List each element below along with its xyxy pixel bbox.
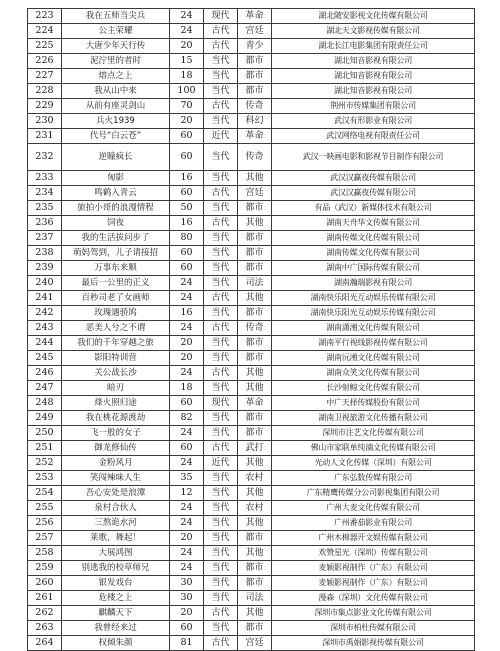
production-company-cell: 湖南卫视旅游文化传播有限公司 <box>272 411 475 426</box>
genre-cell: 都市 <box>238 261 272 276</box>
era-cell: 当代 <box>204 231 238 246</box>
production-company-cell: 湖南平行视线影视传媒有限公司 <box>272 336 475 351</box>
drama-title-cell: 逆瞳疯长 <box>62 144 170 171</box>
table-row <box>28 9 475 24</box>
production-company-cell: 深圳市禹娟影视传媒有限公司 <box>272 636 475 651</box>
row-number-cell: 246 <box>28 366 62 381</box>
row-number-cell: 258 <box>28 546 62 561</box>
drama-title-cell: 御龙修仙传 <box>62 441 170 456</box>
genre-cell: 都市 <box>238 531 272 546</box>
genre-cell: 都市 <box>238 246 272 261</box>
row-number-cell: 252 <box>28 456 62 471</box>
production-company-cell: 漫森（深圳）文化传媒有限公司 <box>272 591 475 606</box>
drama-title-cell: 笑闯辣味人生 <box>62 471 170 486</box>
production-company-cell: 麦颖影视制作（广东）有限公司 <box>272 576 475 591</box>
drama-title-cell: 百秒司老了女画师 <box>62 291 170 306</box>
genre-cell: 宫廷 <box>238 24 272 39</box>
row-number-cell: 240 <box>28 276 62 291</box>
table-row <box>28 561 475 576</box>
drama-title-cell: 最后一公里的正义 <box>62 276 170 291</box>
era-cell: 当代 <box>204 381 238 396</box>
era-cell: 古代 <box>204 24 238 39</box>
genre-cell: 科幻 <box>238 114 272 129</box>
drama-title-cell: 代号“白云苍” <box>62 129 170 144</box>
row-number-cell: 230 <box>28 114 62 129</box>
genre-cell: 宫廷 <box>238 636 272 651</box>
drama-title-cell: 我的生活拔问步了 <box>62 231 170 246</box>
genre-cell: 其他 <box>238 381 272 396</box>
row-number-cell: 261 <box>28 591 62 606</box>
episode-count-cell: 70 <box>170 99 204 114</box>
table-row <box>28 291 475 306</box>
row-number-cell: 247 <box>28 381 62 396</box>
genre-cell: 都市 <box>238 201 272 216</box>
row-number-cell: 224 <box>28 24 62 39</box>
production-company-cell: 武汉有形影业有限公司 <box>272 114 475 129</box>
episode-count-cell: 18 <box>170 381 204 396</box>
production-company-cell: 光动人文化传媒（深圳）有限公司 <box>272 456 475 471</box>
row-number-cell: 229 <box>28 99 62 114</box>
drama-title-cell: 暗刃 <box>62 381 170 396</box>
drama-title-cell: 泉村合伙人 <box>62 501 170 516</box>
era-cell: 当代 <box>204 246 238 261</box>
production-company-cell: 武汉汉赢夜传媒有限公司 <box>272 171 475 186</box>
drama-title-cell: 匈影 <box>62 171 170 186</box>
episode-count-cell: 16 <box>170 306 204 321</box>
era-cell: 当代 <box>204 561 238 576</box>
row-number-cell: 231 <box>28 129 62 144</box>
production-company-cell: 广东精鹰传媒分公司影视集团有限公司 <box>272 486 475 501</box>
genre-cell: 都市 <box>238 69 272 84</box>
episode-count-cell: 50 <box>170 201 204 216</box>
era-cell: 当代 <box>204 114 238 129</box>
era-cell: 当代 <box>204 471 238 486</box>
genre-cell: 司法 <box>238 591 272 606</box>
era-cell: 古代 <box>204 39 238 54</box>
era-cell: 现代 <box>204 396 238 411</box>
genre-cell: 其他 <box>238 171 272 186</box>
drama-title-cell: 我曾经来过 <box>62 621 170 636</box>
production-company-cell: 深圳市柏杜传媒有限公司 <box>272 621 475 636</box>
table-row <box>28 411 475 426</box>
genre-cell: 都市 <box>238 336 272 351</box>
table-row <box>28 321 475 336</box>
episode-count-cell: 60 <box>170 621 204 636</box>
era-cell: 当代 <box>204 261 238 276</box>
era-cell: 当代 <box>204 144 238 171</box>
production-company-cell: 深圳市集点影业文化传媒有限公司 <box>272 606 475 621</box>
episode-count-cell: 20 <box>170 531 204 546</box>
episode-count-cell: 20 <box>170 39 204 54</box>
episode-count-cell: 20 <box>170 351 204 366</box>
genre-cell: 都市 <box>238 231 272 246</box>
production-company-cell: 湖南中广国际传媒有限公司 <box>272 261 475 276</box>
drama-title-cell: 金粉风月 <box>62 456 170 471</box>
genre-cell: 武打 <box>238 441 272 456</box>
era-cell: 当代 <box>204 516 238 531</box>
genre-cell: 都市 <box>238 306 272 321</box>
episode-count-cell: 24 <box>170 546 204 561</box>
drama-title-cell: 莱歌，舞起！ <box>62 531 170 546</box>
row-number-cell: 245 <box>28 351 62 366</box>
drama-title-cell: 飞一般的女子 <box>62 426 170 441</box>
episode-count-cell: 24 <box>170 366 204 381</box>
era-cell: 当代 <box>204 306 238 321</box>
production-company-cell: 麦颖影视制作（广东）有限公司 <box>272 561 475 576</box>
row-number-cell: 256 <box>28 516 62 531</box>
production-company-cell: 武汉一映画电影和影视节目制作有限公司 <box>272 144 475 171</box>
table-row <box>28 24 475 39</box>
table-row <box>28 216 475 231</box>
table-row <box>28 606 475 621</box>
production-company-cell: 湖北知音影视有限公司 <box>272 69 475 84</box>
episode-count-cell: 24 <box>170 291 204 306</box>
episode-count-cell: 24 <box>170 9 204 24</box>
table-row <box>28 171 475 186</box>
drama-title-cell: 我在五师当尖兵 <box>62 9 170 24</box>
genre-cell: 其他 <box>238 516 272 531</box>
production-company-cell: 有品（武汉）新媒体技术有限公司 <box>272 201 475 216</box>
drama-title-cell: 麒麟天下 <box>62 606 170 621</box>
drama-title-cell: 烽火照归途 <box>62 396 170 411</box>
table-row <box>28 591 475 606</box>
row-number-cell: 235 <box>28 201 62 216</box>
row-number-cell: 259 <box>28 561 62 576</box>
drama-title-cell: 我们的千年穿越之旅 <box>62 336 170 351</box>
episode-count-cell: 60 <box>170 186 204 201</box>
table-row <box>28 246 475 261</box>
drama-title-cell: 权倾朱颜 <box>62 636 170 651</box>
drama-title-cell: 饲夜 <box>62 216 170 231</box>
era-cell: 当代 <box>204 54 238 69</box>
era-cell: 古代 <box>204 216 238 231</box>
episode-count-cell: 35 <box>170 471 204 486</box>
table-row <box>28 351 475 366</box>
production-company-cell: 荆州市传媒集团有限公司 <box>272 99 475 114</box>
table-row <box>28 456 475 471</box>
episode-count-cell: 24 <box>170 426 204 441</box>
genre-cell: 都市 <box>238 54 272 69</box>
episode-count-cell: 30 <box>170 576 204 591</box>
genre-cell: 农村 <box>238 501 272 516</box>
genre-cell: 革命 <box>238 129 272 144</box>
row-number-cell: 260 <box>28 576 62 591</box>
genre-cell: 其他 <box>238 456 272 471</box>
row-number-cell: 226 <box>28 54 62 69</box>
production-company-cell: 湖南快乐阳光互动娱乐传媒有限公司 <box>272 306 475 321</box>
row-number-cell: 234 <box>28 186 62 201</box>
production-company-cell: 湖南瀚瑞影视有限公司 <box>272 276 475 291</box>
table-row <box>28 306 475 321</box>
episode-count-cell: 24 <box>170 516 204 531</box>
episode-count-cell: 20 <box>170 114 204 129</box>
drama-title-cell: 泥泞里的者时 <box>62 54 170 69</box>
era-cell: 当代 <box>204 336 238 351</box>
table-row <box>28 231 475 246</box>
production-company-cell: 武汉汉赢夜传媒有限公司 <box>272 186 475 201</box>
row-number-cell: 225 <box>28 39 62 54</box>
episode-count-cell: 60 <box>170 144 204 171</box>
row-number-cell: 251 <box>28 441 62 456</box>
drama-title-cell: 危楼之上 <box>62 591 170 606</box>
row-number-cell: 253 <box>28 471 62 486</box>
episode-count-cell: 60 <box>170 396 204 411</box>
genre-cell: 其他 <box>238 606 272 621</box>
row-number-cell: 223 <box>28 9 62 24</box>
production-company-cell: 欢赞星光（深圳）传媒有限公司 <box>272 546 475 561</box>
drama-title-cell: 吾心安处是浪潭 <box>62 486 170 501</box>
drama-title-cell: 萌妈驾到，儿子请接招 <box>62 246 170 261</box>
drama-title-cell: 关公战长沙 <box>62 366 170 381</box>
production-company-cell: 广州番茄影业有限公司 <box>272 516 475 531</box>
table-row <box>28 366 475 381</box>
episode-count-cell: 16 <box>170 216 204 231</box>
table-row <box>28 69 475 84</box>
genre-cell: 都市 <box>238 576 272 591</box>
era-cell: 当代 <box>204 426 238 441</box>
genre-cell: 都市 <box>238 411 272 426</box>
table-row <box>28 531 475 546</box>
genre-cell: 都市 <box>238 561 272 576</box>
drama-title-cell: 恶美人兮之不谓 <box>62 321 170 336</box>
episode-count-cell: 80 <box>170 231 204 246</box>
drama-title-cell: 别逃我的校草师兄 <box>62 561 170 576</box>
drama-title-cell: 我从山中来 <box>62 84 170 99</box>
row-number-cell: 262 <box>28 606 62 621</box>
drama-title-cell: 三熬诡水河 <box>62 516 170 531</box>
genre-cell: 都市 <box>238 621 272 636</box>
row-number-cell: 250 <box>28 426 62 441</box>
episode-count-cell: 60 <box>170 129 204 144</box>
era-cell: 古代 <box>204 366 238 381</box>
episode-count-cell: 18 <box>170 69 204 84</box>
drama-title-cell: 银发戏台 <box>62 576 170 591</box>
genre-cell: 宫廷 <box>238 186 272 201</box>
drama-title-cell: 旅拍小哥的浪漫情程 <box>62 201 170 216</box>
genre-cell: 都市 <box>238 351 272 366</box>
production-company-cell: 广东弘数传媒有限公司 <box>272 471 475 486</box>
era-cell: 古代 <box>204 291 238 306</box>
table-row <box>28 381 475 396</box>
genre-cell: 革命 <box>238 9 272 24</box>
era-cell: 当代 <box>204 84 238 99</box>
era-cell: 当代 <box>204 486 238 501</box>
genre-cell: 司法 <box>238 276 272 291</box>
table-row <box>28 99 475 114</box>
era-cell: 当代 <box>204 411 238 426</box>
drama-title-cell: 从前有座灵剑山 <box>62 99 170 114</box>
era-cell: 当代 <box>204 621 238 636</box>
row-number-cell: 232 <box>28 144 62 171</box>
table-row <box>28 144 475 171</box>
episode-count-cell: 30 <box>170 591 204 606</box>
era-cell: 当代 <box>204 576 238 591</box>
production-company-cell: 佛山市家联单纯滴文化传媒有限公司 <box>272 441 475 456</box>
table-row <box>28 636 475 651</box>
table-row <box>28 276 475 291</box>
table-row <box>28 129 475 144</box>
drama-title-cell: 公主荣耀 <box>62 24 170 39</box>
production-company-cell: 湖南传媒文化传媒有限公司 <box>272 231 475 246</box>
drama-title-cell: 大展鸿图 <box>62 546 170 561</box>
table-row <box>28 441 475 456</box>
episode-count-cell: 24 <box>170 276 204 291</box>
era-cell: 当代 <box>204 69 238 84</box>
episode-count-cell: 15 <box>170 54 204 69</box>
era-cell: 近代 <box>204 129 238 144</box>
episode-count-cell: 20 <box>170 606 204 621</box>
row-number-cell: 255 <box>28 501 62 516</box>
row-number-cell: 237 <box>28 231 62 246</box>
row-number-cell: 228 <box>28 84 62 99</box>
production-company-cell: 中广天择传媒股份有限公司 <box>272 396 475 411</box>
table-row <box>28 576 475 591</box>
episode-count-cell: 100 <box>170 84 204 99</box>
row-number-cell: 248 <box>28 396 62 411</box>
table-row <box>28 261 475 276</box>
row-number-cell: 242 <box>28 306 62 321</box>
drama-title-cell: 万事东来顺 <box>62 261 170 276</box>
row-number-cell: 264 <box>28 636 62 651</box>
episode-count-cell: 60 <box>170 246 204 261</box>
table-row <box>28 84 475 99</box>
row-number-cell: 238 <box>28 246 62 261</box>
era-cell: 古代 <box>204 186 238 201</box>
era-cell: 当代 <box>204 531 238 546</box>
row-number-cell: 243 <box>28 321 62 336</box>
table-row <box>28 546 475 561</box>
genre-cell: 其他 <box>238 486 272 501</box>
production-company-cell: 湖北随安影视文化传媒有限公司 <box>272 9 475 24</box>
row-number-cell: 257 <box>28 531 62 546</box>
genre-cell: 其他 <box>238 291 272 306</box>
table-row <box>28 201 475 216</box>
table-row <box>28 471 475 486</box>
row-number-cell: 239 <box>28 261 62 276</box>
production-company-cell: 湖北长江电影集团有限责任公司 <box>272 39 475 54</box>
era-cell: 当代 <box>204 501 238 516</box>
drama-title-cell: 大唐少年天行传 <box>62 39 170 54</box>
production-company-cell: 广州木棉器开文娱传媒有限公司 <box>272 531 475 546</box>
genre-cell: 农村 <box>238 471 272 486</box>
episode-count-cell: 60 <box>170 261 204 276</box>
production-company-cell: 湖北知音影视有限公司 <box>272 54 475 69</box>
episode-count-cell: 24 <box>170 561 204 576</box>
drama-title-cell: 熔点之上 <box>62 69 170 84</box>
genre-cell: 青少 <box>238 39 272 54</box>
table-row <box>28 396 475 411</box>
episode-count-cell: 20 <box>170 336 204 351</box>
row-number-cell: 241 <box>28 291 62 306</box>
table-body <box>28 9 475 651</box>
production-company-cell: 湖南潇湘文化传媒有限公司 <box>272 321 475 336</box>
production-company-cell: 湖南快乐阳光互动娱乐传媒有限公司 <box>272 291 475 306</box>
production-company-cell: 湖南众笑文化传媒有限公司 <box>272 366 475 381</box>
episode-count-cell: 24 <box>170 456 204 471</box>
era-cell: 古代 <box>204 606 238 621</box>
era-cell: 近代 <box>204 456 238 471</box>
row-number-cell: 233 <box>28 171 62 186</box>
production-company-cell: 武汉网络电视有限责任公司 <box>272 129 475 144</box>
table-row <box>28 426 475 441</box>
drama-title-cell: 影阳特训营 <box>62 351 170 366</box>
era-cell: 古代 <box>204 441 238 456</box>
drama-registry-table <box>27 8 475 651</box>
production-company-cell: 湖北天文影视传媒有限公司 <box>272 24 475 39</box>
row-number-cell: 254 <box>28 486 62 501</box>
episode-count-cell: 12 <box>170 486 204 501</box>
table-row <box>28 114 475 129</box>
table-row <box>28 501 475 516</box>
episode-count-cell: 81 <box>170 636 204 651</box>
table-row <box>28 39 475 54</box>
era-cell: 当代 <box>204 171 238 186</box>
row-number-cell: 236 <box>28 216 62 231</box>
row-number-cell: 249 <box>28 411 62 426</box>
era-cell: 当代 <box>204 276 238 291</box>
production-company-cell: 长沙射鲸文化传媒有限公司 <box>272 381 475 396</box>
era-cell: 古代 <box>204 636 238 651</box>
row-number-cell: 263 <box>28 621 62 636</box>
table-row <box>28 516 475 531</box>
genre-cell: 都市 <box>238 84 272 99</box>
production-company-cell: 深圳市注艺文化传媒有限公司 <box>272 426 475 441</box>
genre-cell: 都市 <box>238 426 272 441</box>
table-row <box>28 186 475 201</box>
genre-cell: 传奇 <box>238 99 272 114</box>
genre-cell: 传奇 <box>238 321 272 336</box>
genre-cell: 传奇 <box>238 144 272 171</box>
drama-title-cell: 兵火1939 <box>62 114 170 129</box>
episode-count-cell: 24 <box>170 24 204 39</box>
genre-cell: 革命 <box>238 396 272 411</box>
era-cell: 古代 <box>204 99 238 114</box>
table-row <box>28 621 475 636</box>
table-row <box>28 336 475 351</box>
row-number-cell: 244 <box>28 336 62 351</box>
table-row <box>28 486 475 501</box>
era-cell: 古代 <box>204 321 238 336</box>
era-cell: 当代 <box>204 201 238 216</box>
era-cell: 当代 <box>204 591 238 606</box>
era-cell: 现代 <box>204 9 238 24</box>
row-number-cell: 227 <box>28 69 62 84</box>
episode-count-cell: 60 <box>170 441 204 456</box>
drama-title-cell: 我在桃花源渡劫 <box>62 411 170 426</box>
episode-count-cell: 16 <box>170 171 204 186</box>
genre-cell: 其他 <box>238 366 272 381</box>
genre-cell: 其他 <box>238 546 272 561</box>
production-company-cell: 广州大麦文化传媒有限公司 <box>272 501 475 516</box>
production-company-cell: 湖北知音影视有限公司 <box>272 84 475 99</box>
episode-count-cell: 82 <box>170 411 204 426</box>
episode-count-cell: 24 <box>170 501 204 516</box>
episode-count-cell: 24 <box>170 321 204 336</box>
production-company-cell: 湖南沅湘文化传媒有限公司 <box>272 351 475 366</box>
era-cell: 当代 <box>204 546 238 561</box>
genre-cell: 其他 <box>238 216 272 231</box>
era-cell: 当代 <box>204 351 238 366</box>
production-company-cell: 湖南天舟华文传媒有限公司 <box>272 216 475 231</box>
drama-title-cell: 鸣鹤入青云 <box>62 186 170 201</box>
drama-title-cell: 玫瑰遇骄鸠 <box>62 306 170 321</box>
production-company-cell: 湖南传媒文化传媒有限公司 <box>272 246 475 261</box>
table-row <box>28 54 475 69</box>
